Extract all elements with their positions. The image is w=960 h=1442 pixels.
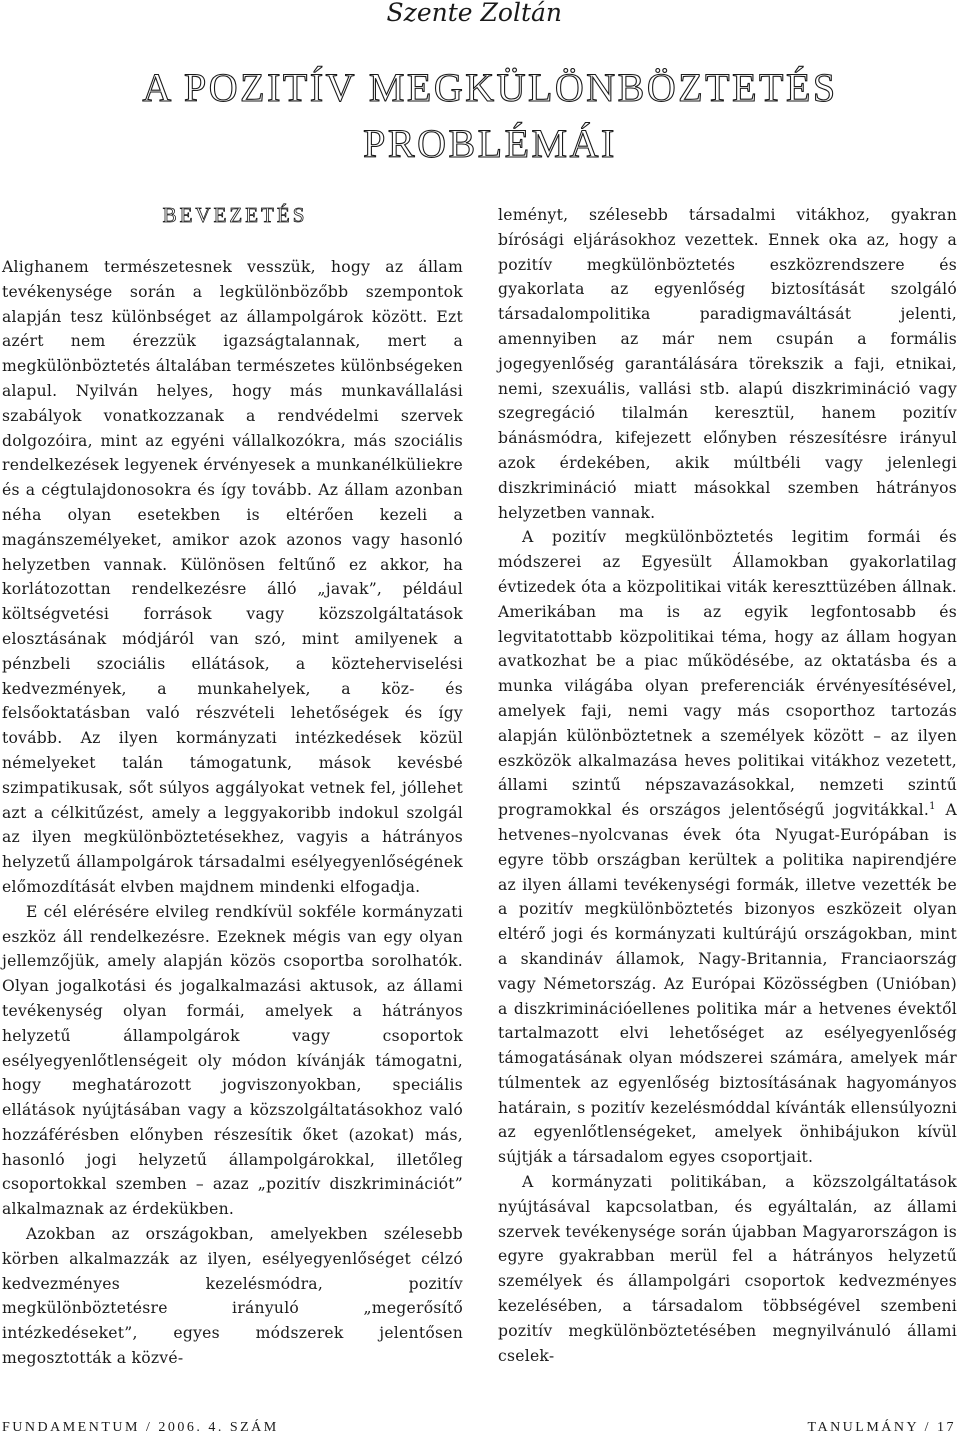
footer-page-number: TANULMÁNY / 17: [807, 1420, 956, 1435]
paragraph: E cél elérésére elvileg rendkívül sokféle kormányzati eszköz áll rendelkezésre. Ezeknek mégis van egy olyan jellemzőjük, amely alapján közös csoportba sorolhatók. Olyan jogalkotási és jogalkalmazási aktusok, az állami tevékenység olyan formái, amelyek a hátrányos helyzetű állampolgárok vagy csoportok esélyegyenlőtlenségeit oly módon kívánják támogatni, hogy meghatározott jogviszonyokban, speciális ellátások nyújtásában vagy a közszolgáltatásokhoz való hozzáférésben előnyben részesítik őket (azokat) más, hasonló jogi helyzetű állampolgárokkal, illetőleg csoportokkal szemben – azaz „pozitív diszkriminációt” alkalmaznak az érdekükben.: [2, 902, 463, 1219]
paragraph: Azokban az országokban, amelyekben szélesebb körben alkalmazzák az ilyen, esélyegyenlőséget célzó kedvezményes kezelésmódra, pozitív megkülönböztetésre irányuló „megerősítő intézkedéseket”, egyes módszerek jelentősen megosztották a közvé-: [2, 1225, 463, 1368]
paragraph: leményt, szélesebb társadalmi vitákhoz, gyakran bírósági eljárásokhoz vezettek. Ennek oka az, hogy a pozitív megkülönböztetés eszközrendszere és gyakorlata az egyenlőség biztosítását szolgáló társadalompolitika paradigmaváltását jelenti, amennyiben az már nem csupán a formális jogegyenlőség garantálására törekszik a faji, etnikai, nemi, szexuális, vallási stb. alapú diszkrimináció vagy szegregáció tilalmán keresztül, hanem pozitív bánásmódra, kifejezett előnyben részesítésre irányul azok érdekében, akik múltbéli vagy jelenlegi diszkrimináció miatt másokkal szemben hátrányos helyzetben vannak.: [498, 206, 957, 522]
paragraph: Alighanem természetesnek vesszük, hogy az állam tevékenysége során a legkülönbözőbb szempontok alapján tesz különbséget az állampolgárok között. Ezt azért nem érezzük igazságtalannak, mert a megkülönböztetés általában természetes különbségeken alapul. Nyilván helyes, hogy más munkavállalási szabályok vonatkozzanak a rendvédelmi szervek dolgozóira, mint az egyéni vállalkozókra, más szociális rendelkezések legyenek érvényesek a munkanélküliekre és a cégtulajdonosokra és így tovább. Az állam azonban néha olyan esetekben is eltérően kezeli a magánszemélyeket, amikor azok azonos vagy hasonló helyzetben vannak. Különösen feltűnő ez akkor, ha korlátozottan rendelkezésre álló „javak”, például költségvetési források vagy közszolgáltatások elosztásának módjáról van szó, mint amilyenek a pénzbeli szociális ellátások, a közteherviselési kedvezmények, a munkahelyek, a köz- és felsőoktatásban való részvételi lehetőségek és így tovább. Az ilyen kormányzati intézkedések közül némelyeket talán támogatunk, mások kevésbé szimpatikusak, sőt súlyos aggályokat vetnek fel, jóllehet azt a célkitűzést, amely a leggyakoribb indokul szolgál az ilyen megkülönböztetésekhez, vagyis a hátrányos helyzetű állampolgárok társadalmi esélyegyenlőségének előmozdítását elvben majdnem mindenki elfogadja.: [2, 258, 463, 896]
right-column: [498, 203, 957, 1368]
left-column: [2, 255, 463, 1371]
paragraph: A kormányzati politikában, a közszolgáltatások nyújtásával kapcsolatban, és egyáltalán, az állami szervek tevékenysége során újabban Magyarországon is egyre gyakrabban merül fel a hátrányos helyzetű személyek és állampolgári csoportok kedvezményes kezelésében, a társadalom többségével szembeni pozitív megkülönböztetésében megnyilvánuló állami cselek-: [498, 1173, 957, 1365]
article-title: A POZITÍV MEGKÜLÖNBÖZTETÉS PROBLÉMÁI: [142, 65, 838, 166]
paragraph: [498, 525, 957, 1170]
author-name: Szente Zoltán: [386, 0, 562, 27]
paragraph-text: A hetvenes–nyolcvanas évek óta Nyugat-Európában is egyre több országban kerültek a politika napirendjére az ilyen állami tevékenységi formák, illetve vezették be a pozitív megkülönböztetés bizonyos eszközeit olyan eltérő jogi és kormányzati kultúrájú országokban, mint a skandináv államok, Nagy-Britannia, Franciaország vagy Németország. Az Európai Közösségben (Unióban) a diszkriminációellenes politika már a hetvenes évektől tartalmazott elvi lehetőséget az esélyegyenlőség támogatásának olyan módszerei számára, amelyek már túlmentek az egyenlőség biztosításának hagyományos határain, s pozitív kezelésmóddal kívánták ellensúlyozni az egyenlőtlenségeket, amelyek önhibájukon kívül sújtják a társadalom egyes csoportjait.: [498, 801, 958, 1167]
section-heading: BEVEZETÉS: [162, 203, 308, 227]
paragraph-text: A pozitív megkülönböztetés legitim formái és módszerei az Egyesült Államokban gyakorlatilag évtizedek óta a közpolitikai viták kereszttüzében állnak. Amerikában ma is az egyik legfontosabb és legvitatottabb közpolitikai téma, hogy az állam hogyan avatkozhat be a piac működésébe, az oktatásba és a munka világába olyan preferenciák érvényesítésével, amelyek faji, nemi vagy más csoporthoz tartozás alapján különböztetnek a személyek között – az ilyen eszközök alkalmazása heves politikai vitákhoz vezetett, állami szintű népszavazásokkal, nemzeti szintű programokkal és országos jelentőségű jogvitákkal.: [498, 528, 957, 820]
footnote-reference[interactable]: 1: [929, 800, 936, 812]
footer-journal: FUNDAMENTUM / 2006. 4. SZÁM: [2, 1420, 279, 1435]
